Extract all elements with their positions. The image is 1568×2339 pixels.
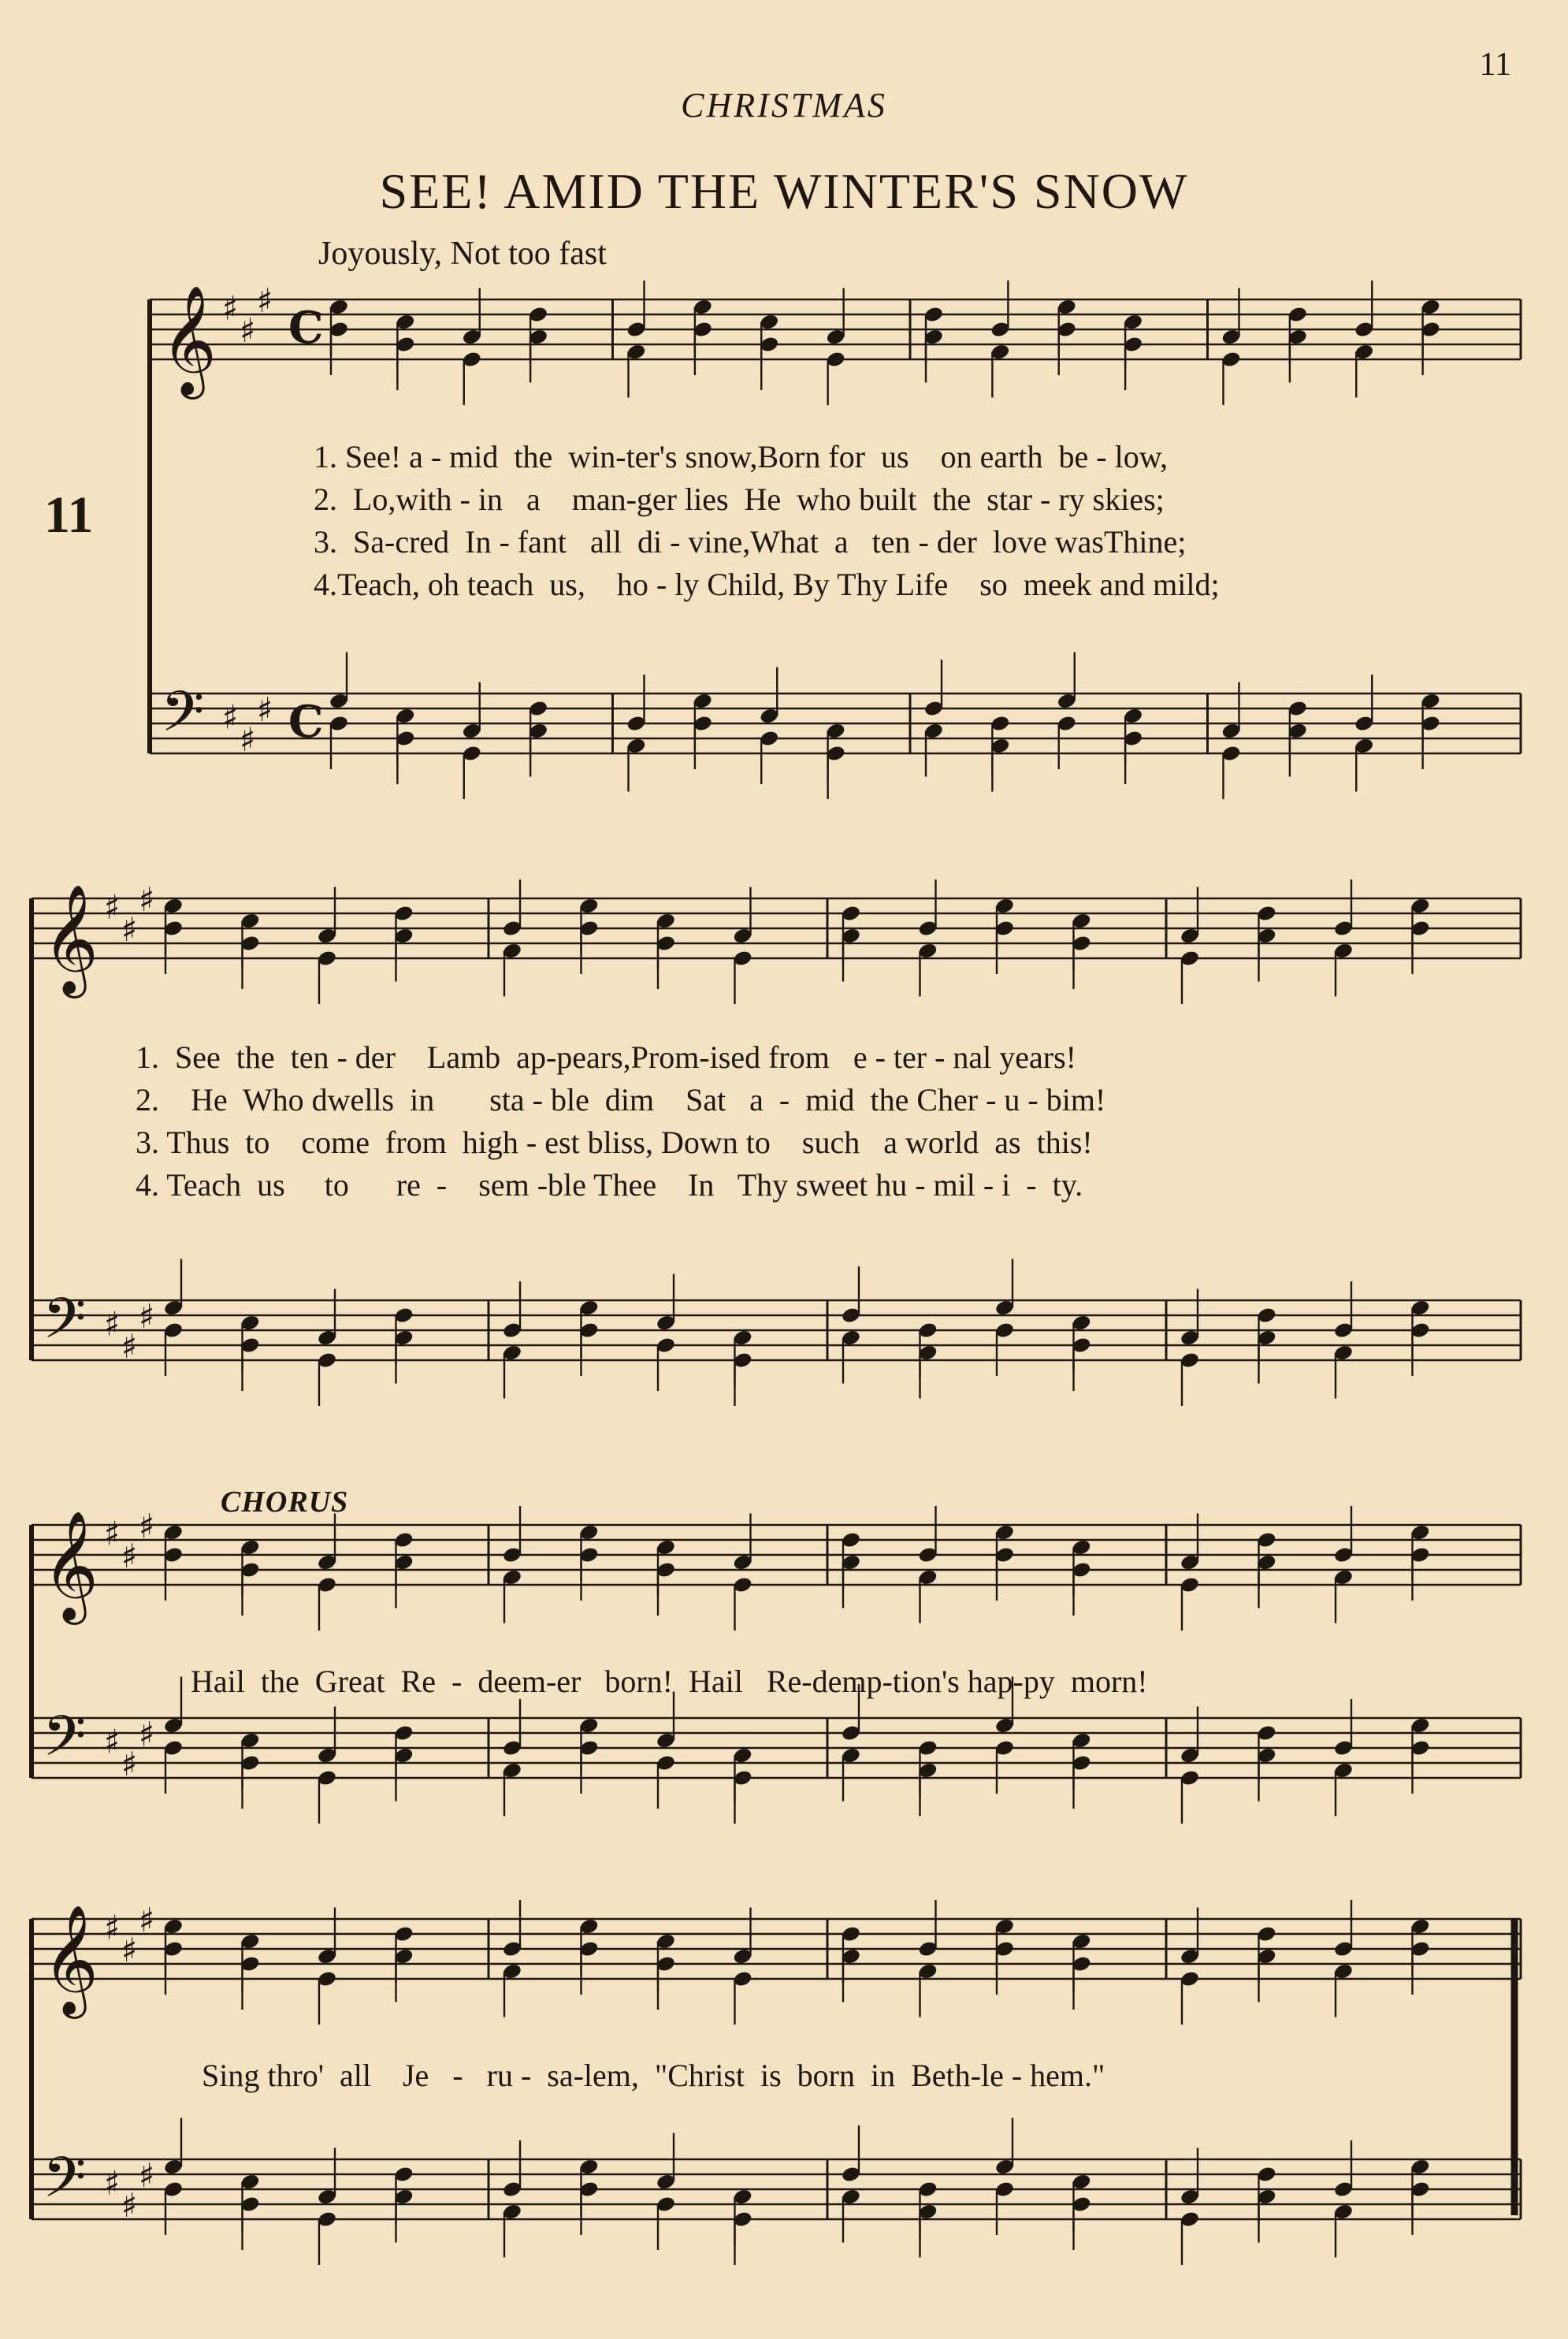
verse-3-line-2: 3. Thus to come from high - est bliss, Down to such a world as this! — [136, 1125, 1093, 1160]
verse-1-line-1: 1. See! a - mid the win-ter's snow,Born for us on earth be - low, — [314, 439, 1169, 474]
sharp-icon: ♯ — [104, 1514, 121, 1553]
sharp-icon: ♯ — [222, 288, 239, 328]
sharp-icon: ♯ — [121, 2185, 138, 2225]
tempo-marking: Joyously, Not too fast — [318, 236, 607, 272]
verse-4-line-1: 4.Teach, oh teach us, ho - ly Child, By Thy Life so meek and mild; — [314, 567, 1220, 602]
chorus-label: CHORUS — [221, 1486, 349, 1519]
sharp-icon: ♯ — [139, 1296, 155, 1336]
sharp-icon: ♯ — [222, 697, 239, 737]
chorus-lyric-line-1: Hail the Great Re - deem-er born! Hail Re-demp-tion's hap-py morn! — [191, 1664, 1148, 1699]
verse-3-line-1: 3. Sa-cred In - fant all di - vine,What a ten - der love wasThine; — [314, 524, 1187, 560]
section-title: CHRISTMAS — [681, 86, 887, 125]
sharp-icon: ♯ — [104, 1304, 121, 1344]
sharp-icon: ♯ — [139, 1506, 155, 1545]
hymn-number: 11 — [44, 486, 94, 544]
hymn-title: SEE! AMID THE WINTER'S SNOW — [379, 163, 1189, 219]
sharp-icon: ♯ — [240, 311, 256, 350]
sharp-icon: ♯ — [121, 1536, 138, 1575]
sharp-icon: ♯ — [139, 2155, 155, 2195]
sharp-icon: ♯ — [121, 909, 138, 949]
sharp-icon: ♯ — [121, 1326, 138, 1366]
sharp-icon: ♯ — [104, 887, 121, 927]
sharp-icon: ♯ — [139, 1714, 155, 1753]
sharp-icon: ♯ — [257, 281, 273, 320]
sharp-icon: ♯ — [139, 879, 155, 919]
page-number: 11 — [1479, 46, 1511, 83]
treble-clef-icon: 𝄞 — [43, 1511, 98, 1620]
time-signature-icon: C — [288, 302, 324, 355]
sharp-icon: ♯ — [257, 690, 273, 729]
treble-clef-icon: 𝄞 — [43, 1905, 98, 2014]
sharp-icon: ♯ — [121, 1744, 138, 1783]
verse-2-line-1: 2. Lo,with - in a man-ger lies He who built the star - ry skies; — [314, 482, 1165, 517]
sharp-icon: ♯ — [139, 1900, 155, 1939]
chorus-lyric-line-2: Sing thro' all Je - ru - sa-lem, "Christ is born in Beth-le - hem." — [202, 2058, 1105, 2093]
verse-1-line-2: 1. See the ten - der Lamb ap-pears,Prom-ised from e - ter - nal years! — [136, 1039, 1077, 1075]
sharp-icon: ♯ — [121, 1930, 138, 1969]
bass-clef-icon: 𝄢 — [43, 2145, 87, 2224]
bass-clef-icon: 𝄢 — [161, 679, 205, 758]
verse-4-line-2: 4. Teach us to re - sem -ble Thee In Thy sweet hu - mil - i - ty. — [136, 1167, 1083, 1203]
time-signature-icon: C — [288, 696, 324, 749]
verse-2-line-2: 2. He Who dwells in sta - ble dim Sat a - mid the Cher - u - bim! — [136, 1082, 1106, 1117]
sharp-icon: ♯ — [104, 1908, 121, 1947]
treble-clef-icon: 𝄞 — [161, 285, 217, 395]
bass-clef-icon: 𝄢 — [43, 1704, 87, 1783]
sharp-icon: ♯ — [104, 1722, 121, 1761]
sharp-icon: ♯ — [240, 720, 256, 759]
treble-clef-icon: 𝄞 — [43, 884, 98, 994]
bass-clef-icon: 𝄢 — [43, 1286, 87, 1365]
sharp-icon: ♯ — [104, 2163, 121, 2203]
